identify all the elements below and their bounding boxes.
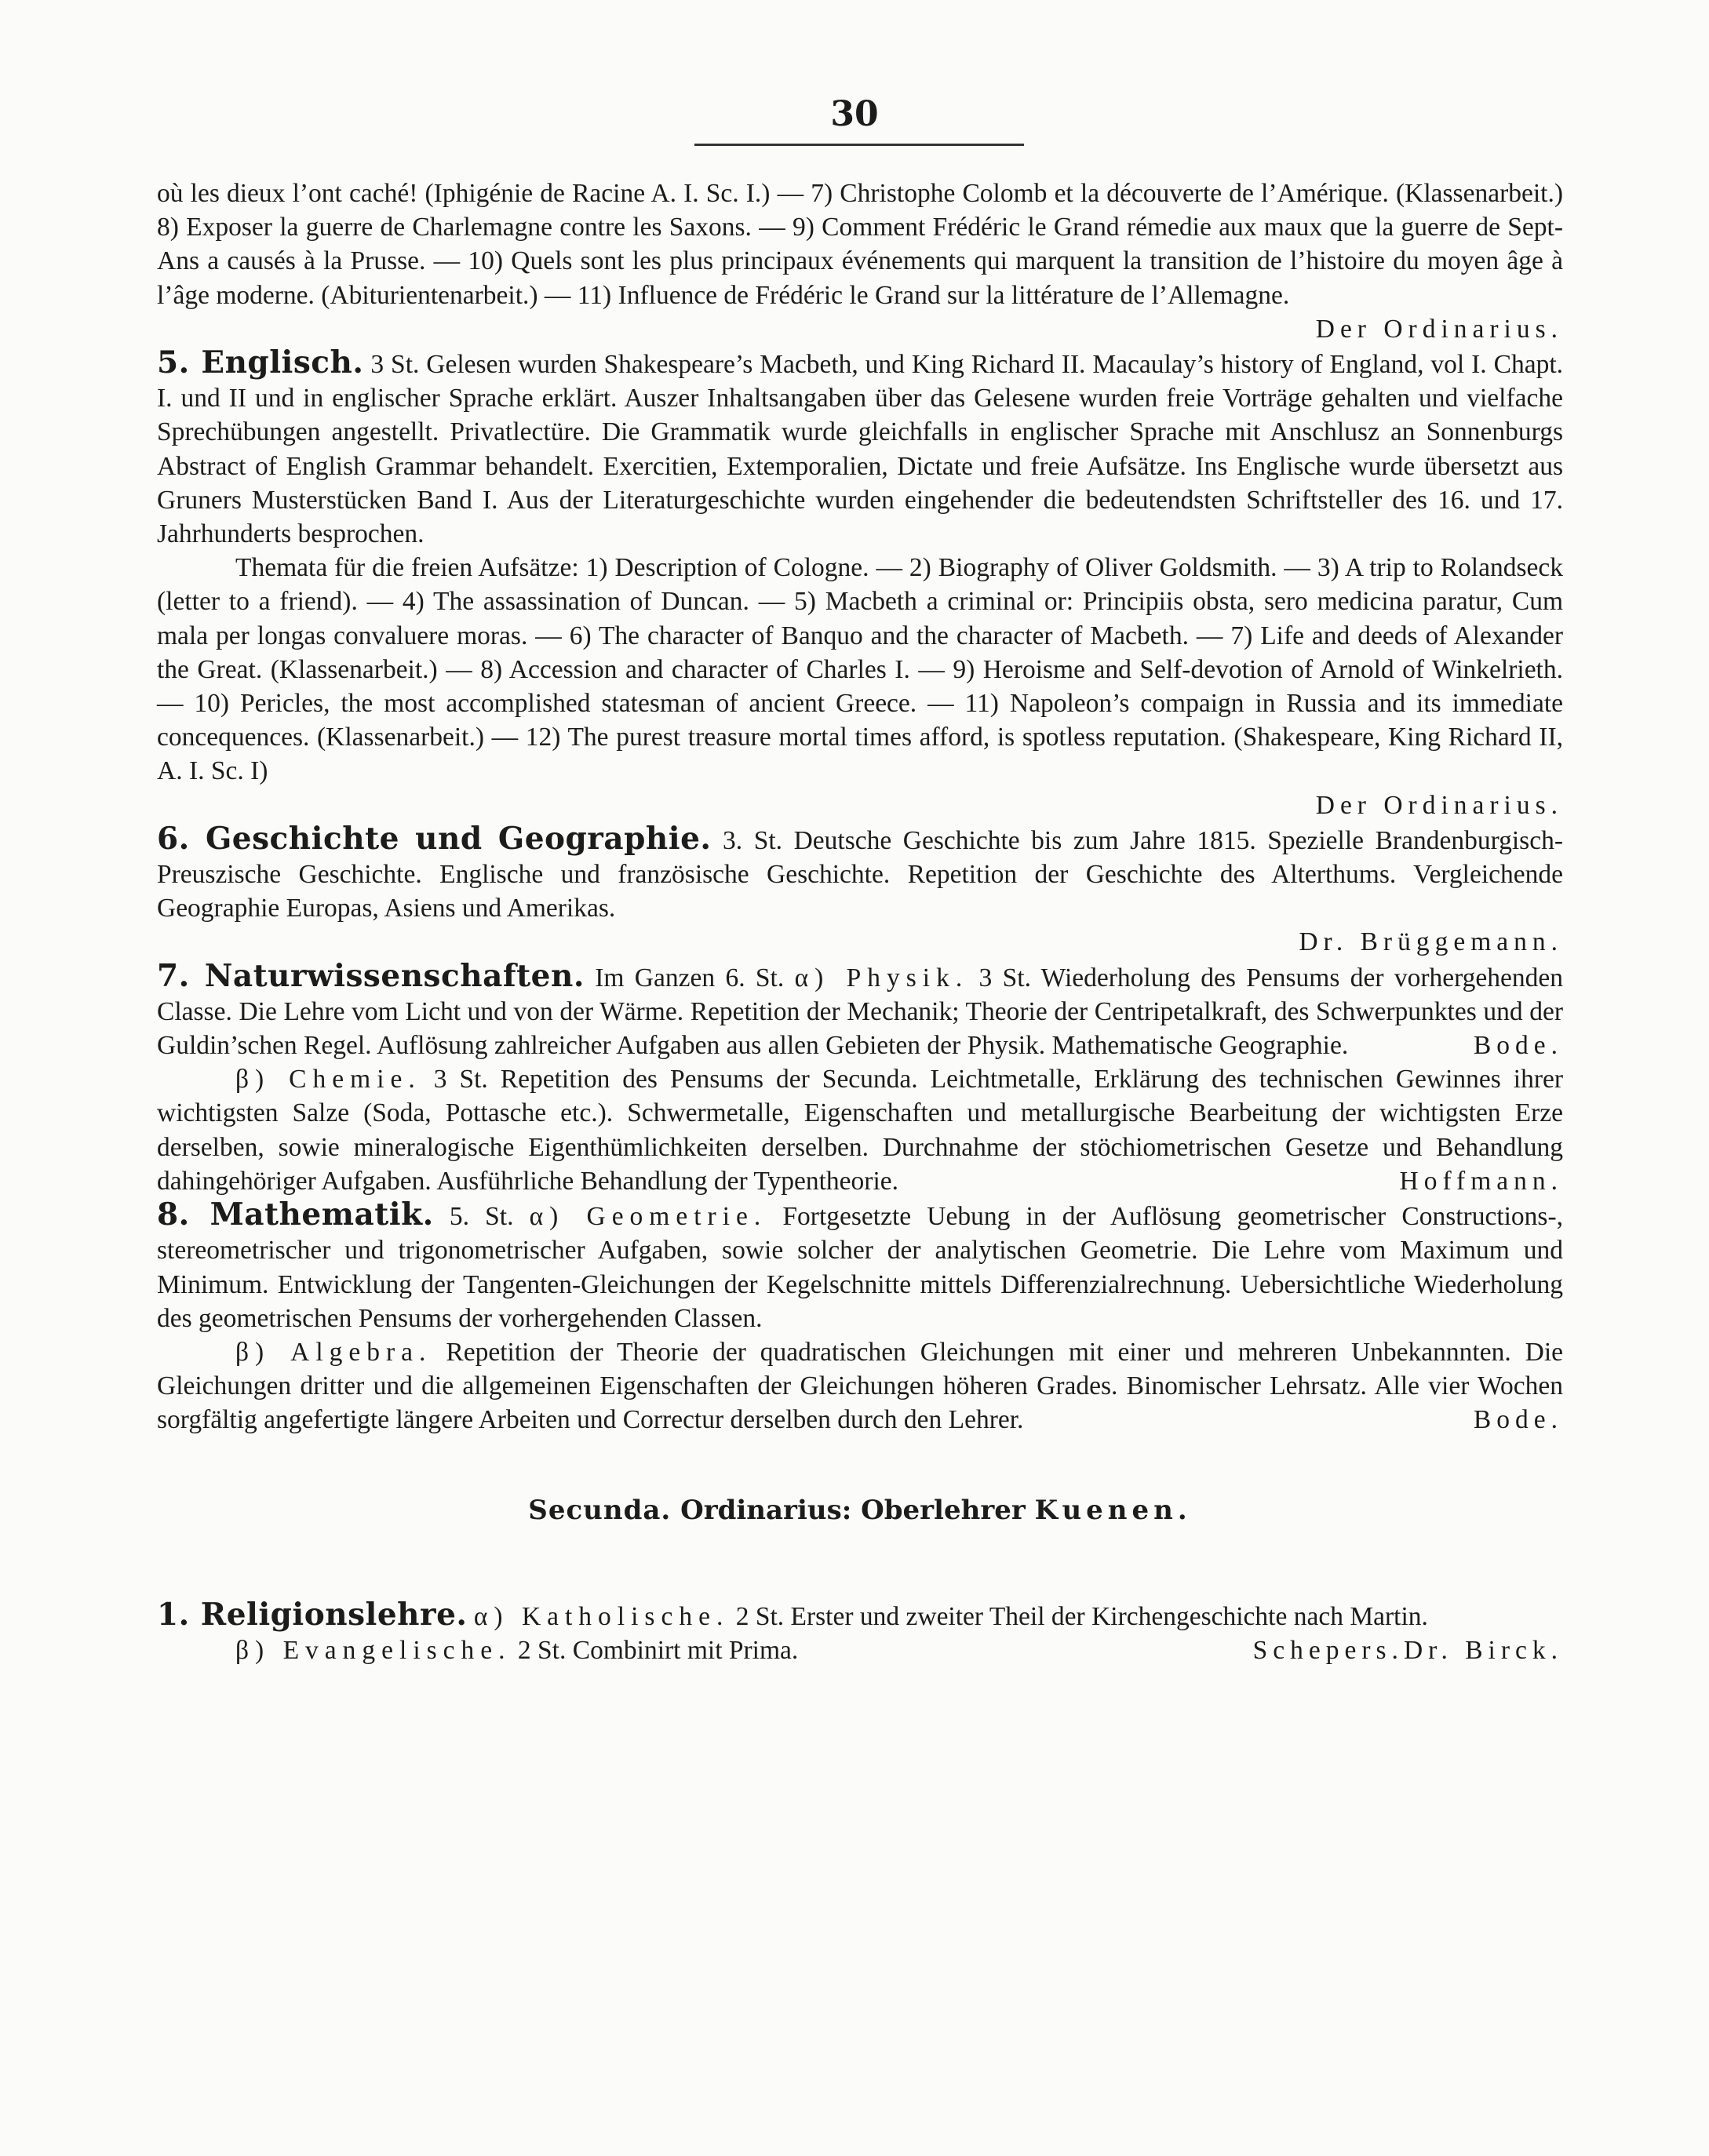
naturwissenschaften-intro: Im Ganzen 6. St. [595, 963, 785, 992]
katholisch-text: 2 St. Erster und zweiter Theil der Kirchengeschichte nach Martin. [735, 1601, 1428, 1631]
religion-heading: 1. Religionslehre. [157, 1596, 468, 1633]
katholisch-label: α) Katholische. [473, 1601, 730, 1631]
french-topics-text: où les dieux l’ont caché! (Iphigénie de Racine A. I. Sc. I.) — 7) Christophe Colomb et la découverte de l’Amérique. (Klassenarbeit.) 8) Exposer la guerre de Charlemagne contre les Saxons. — 9) Comment Frédéric le Grand rémedie aux maux que la guerre de Sept-Ans a causés à la Prusse. — 10) Quels sont les plus principaux événements qui marquent la transition de l’histoire du moyen âge à l’âge moderne. (Abiturientenarbeit.) — 11) Influence de Frédéric le Grand sur la littérature de l’Allemagne. [157, 179, 1563, 310]
geschichte-heading: 6. Geschichte und Geographie. [157, 820, 712, 857]
algebra-section [157, 1335, 1563, 1437]
evangelisch-label: β) Evangelische. [235, 1635, 512, 1665]
chemie-section [157, 1062, 1563, 1198]
physik-text: 3 St. Wiederholung des Pensums der vorhergehenden Classe. Die Lehre vom Licht und von der Wärme. Repetition der Mechanik; Theorie der Centripetalkraft, des Schwerpunktes und der Guldin’schen Regel. Auflösung zahlreicher Aufgaben aus allen Gebieten der Physik. Mathematische Geographie. [157, 963, 1564, 1061]
algebra-text: Repetition der Theorie der quadratischen Gleichungen mit einer und mehreren Unbekannnten. Die Gleichungen dritter und die allgemeinen Eigenschaften der Gleichungen höheren Grades. Binomischer Lehrsatz. Alle vier Wochen sorgfältig angefertigte längere Arbeiten und Correctur derselben durch den Lehrer. [157, 1337, 1564, 1435]
french-signature: Der Ordinarius. [1315, 314, 1563, 344]
englisch-themata [157, 551, 1563, 822]
spacer [157, 1437, 1563, 1494]
englisch-section [157, 346, 1563, 551]
englisch-text: 3 St. Gelesen wurden Shakespeare’s Macbeth, und King Richard II. Macaulay’s history of England, vol I. Chapt. I. und II und in englischer Sprache erklärt. Auszer Inhaltsangaben über das Gelesene wurden freie Vorträge gehalten und vielfache Sprechübungen angestellt. Privatlectüre. Die Grammatik wurde gleichfalls in englischer Sprache mit Anschlusz an Sonnenburgs Abstract of English Grammar behandelt. Exercitien, Extemporalien, Dictate und freie Aufsätze. Ins Englische wurde übersetzt aus Gruners Musterstücken Band I. Aus der Literaturgeschichte wurden eingehender die bedeutendsten Schriftsteller des 16. und 17. Jahrhunderts besprochen. [157, 350, 1563, 549]
spacer [157, 1528, 1563, 1598]
mathematik-intro: 5. St. [449, 1202, 514, 1232]
physik-label: α) Physik. [794, 963, 969, 992]
geschichte-section [157, 822, 1563, 960]
naturwissenschaften-section [157, 957, 1564, 1063]
french-topics-paragraph [157, 177, 1563, 346]
evangelisch-text: 2 St. Combinirt mit Prima. [517, 1635, 799, 1665]
secunda-ordinarius-name: Kuenen. [1034, 1494, 1192, 1526]
secunda-heading [157, 1494, 1563, 1528]
mathematik-signature: Bode. [1473, 1405, 1563, 1435]
geschichte-text: 3. St. Deutsche Geschichte bis zum Jahre 1815. Spezielle Brandenburgisch-Preuszische Geschichte. Englische und französische Geschichte. Repetition der Geschichte des Alterthums. Vergleichende Geographie Europas, Asiens und Amerikas. [157, 825, 1563, 923]
englisch-signature: Der Ordinarius. [1315, 790, 1563, 820]
geometrie-label: α) Geometrie. [529, 1202, 767, 1232]
chemie-signature: Hoffmann. [1399, 1166, 1563, 1196]
mathematik-section [157, 1198, 1563, 1335]
geometrie-text: Fortgesetzte Uebung in der Auflösung geometrischer Constructions-, stereometrischer und trigonometrischer Aufgaben, sowie solcher der analytischen Geometrie. Die Lehre vom Maximum und Minimum. Entwicklung der Tangenten-Gleichungen der Kegelschnitte mittels Differenzialrechnung. Uebersichtliche Wiederholung des geometrischen Pensums der vorhergehenden Classen. [157, 1202, 1563, 1333]
evangelisch-section [157, 1633, 1563, 1667]
katholisch-signature: Dr. Birck. [1403, 1635, 1563, 1665]
mathematik-heading: 8. Mathematik. [157, 1196, 434, 1233]
header-rule [694, 144, 1024, 146]
chemie-label: β) Chemie. [235, 1065, 421, 1094]
page-body [157, 177, 1563, 1667]
algebra-label: β) Algebra. [235, 1337, 432, 1367]
englisch-themata-text: Themata für die freien Aufsätze: 1) Description of Cologne. — 2) Biography of Oliver Goldsmith. — 3) A trip to Rolandseck (letter to a friend). — 4) The assassination of Duncan. — 5) Macbeth a criminal or: Principiis obsta, sero medicina paratur, Cum mala per longas convaluere moras. — 6) The character of Banquo and the character of Macbeth. — 7) Life and deeds of Alexander the Great. (Klassenarbeit.) — 8) Accession and character of Charles I. — 9) Heroisme and Self-devotion of Arnold of Winkelrieth. — 10) Pericles, the most accomplished statesman of ancient Greece. — 11) Napoleon’s compaign in Russia and its immediate concequences. (Klassenarbeit.) — 12) The purest treasure mortal times afford, is spotless reputation. (Shakespeare, King Richard II, A. I. Sc. I) [157, 553, 1563, 786]
secunda-ordinarius-label: Ordinarius: Oberlehrer [680, 1494, 1026, 1526]
englisch-heading: 5. Englisch. [157, 344, 364, 381]
geschichte-signature: Dr. Brüggemann. [1299, 927, 1563, 957]
evangelisch-signature: Schepers. [1252, 1635, 1404, 1665]
physik-signature: Bode. [1473, 1031, 1563, 1061]
secunda-title: Secunda. [528, 1494, 672, 1526]
page-number: 30 [830, 94, 879, 134]
chemie-text: 3 St. Repetition des Pensums der Secunda. Leichtmetalle, Erklärung des technischen Gewinnes ihrer wichtigsten Salze (Soda, Pottasche etc.). Schwermetalle, Eigenschaften und metallurgische Bearbeitung der wichtigsten Erze derselben, sowie mineralogische Eigenthümlichkeiten derselben. Durchnahme der stöchiometrischen Gesetze und Behandlung dahingehöriger Aufgaben. Ausführliche Behandlung der Typentheorie. [157, 1065, 1564, 1196]
naturwissenschaften-heading: 7. Naturwissenschaften. [157, 957, 585, 994]
